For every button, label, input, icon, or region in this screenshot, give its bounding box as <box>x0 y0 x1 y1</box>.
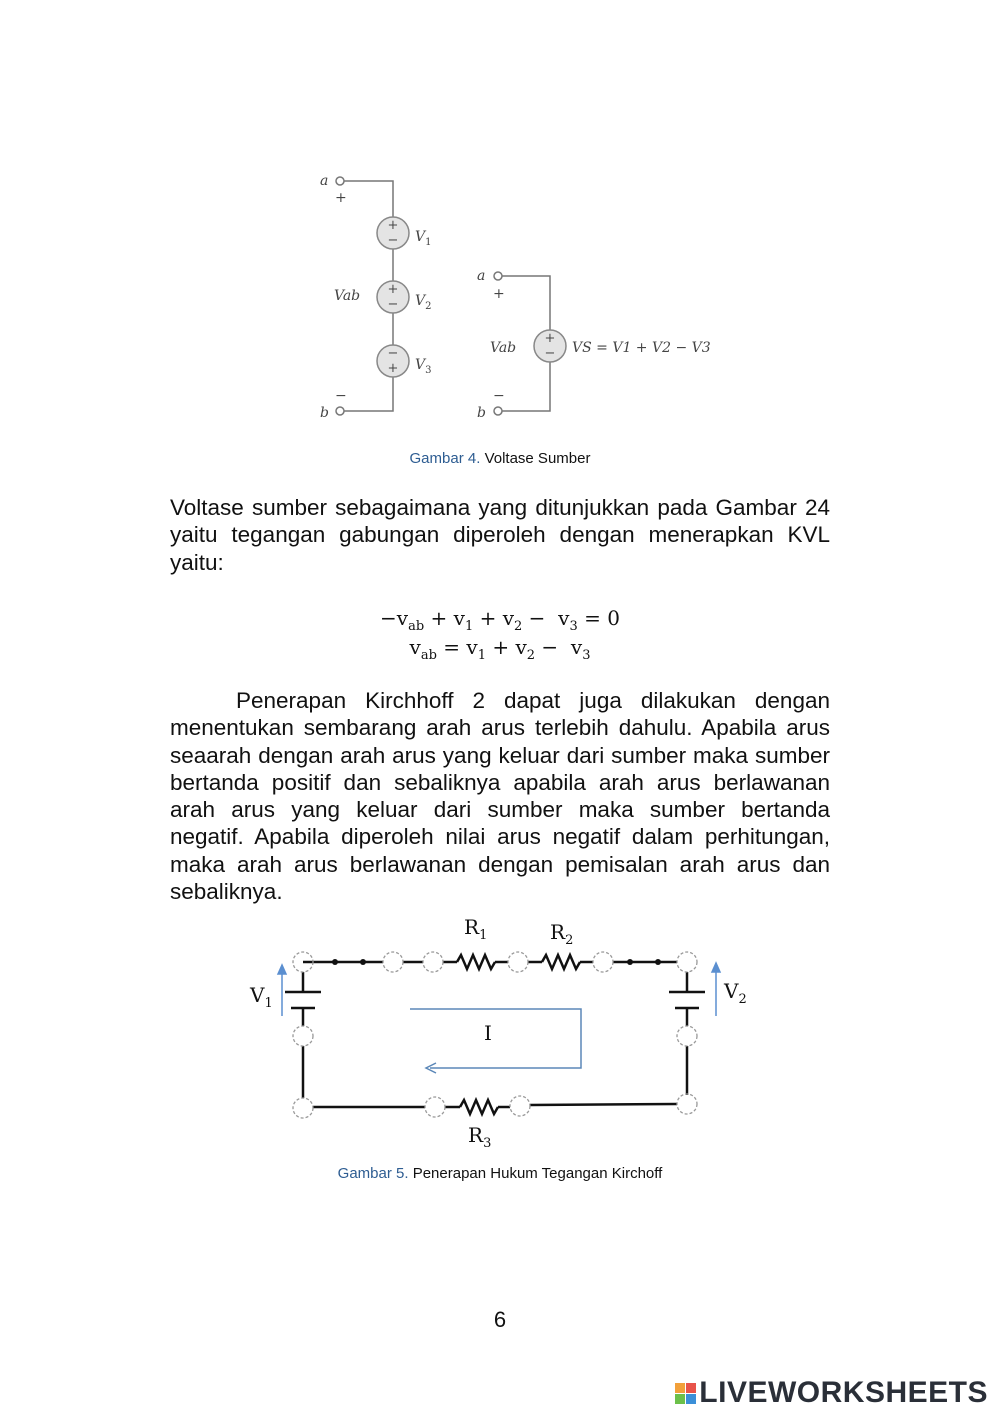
svg-text:+: + <box>387 218 399 233</box>
figure-4-caption-text: Voltase Sumber <box>484 450 591 467</box>
equation-1: $-v_{ab} + v_1 + v_2 - v_3 = 0$ <box>380 606 620 634</box>
plus-a-right: + <box>493 286 505 302</box>
label-v1: $V_1$ <box>415 229 432 248</box>
svg-text:−: − <box>544 346 556 361</box>
svg-text:−: − <box>387 233 399 248</box>
equation-2: $v_{ab} = v_1 + v_2 - v_3$ <box>409 635 591 663</box>
label-r3: $R_3$ <box>468 1123 492 1151</box>
svg-text:−: − <box>387 346 399 361</box>
terminal-b-left: b <box>320 405 329 421</box>
label-r1: $R_1$ <box>464 915 488 943</box>
terminal-a-left: a <box>320 173 329 189</box>
figure-5-caption <box>0 1165 1000 1182</box>
liveworksheets-logo <box>675 1376 988 1410</box>
label-v2-circuit: $V_2$ <box>724 979 747 1007</box>
label-r2: $R_2$ <box>550 920 574 948</box>
svg-text:+: + <box>387 361 399 376</box>
paragraph-1: Voltase sumber sebagaimana yang ditunjukkan pada Gambar 24 yaitu tegangan gabungan diperoleh dengan menerapkan KVL yaitu: <box>170 495 830 575</box>
vab-right: Vab <box>490 340 517 356</box>
figure-4-voltage-sources <box>300 160 720 440</box>
source-v3 <box>377 345 409 377</box>
label-v2: $V_2$ <box>415 293 432 312</box>
figure-4-caption <box>0 450 1000 467</box>
minus-b-left: − <box>335 388 347 404</box>
page-number: 6 <box>493 1307 507 1332</box>
terminal-a-right: a <box>477 268 486 284</box>
svg-text:+: + <box>544 331 556 346</box>
source-vs <box>534 330 566 362</box>
liveworksheets-wordmark: LIVEWORKSHEETS <box>699 1376 988 1409</box>
minus-b-right: − <box>493 388 505 404</box>
label-v1-circuit: $V_1$ <box>250 983 273 1011</box>
liveworksheets-logo-icon <box>675 1383 696 1404</box>
label-current: I <box>484 1021 492 1045</box>
plus-a-left: + <box>335 190 347 206</box>
source-v2 <box>377 281 409 313</box>
figure-5-kvl-circuit <box>240 912 760 1157</box>
svg-text:−: − <box>387 297 399 312</box>
paragraph-2: Penerapan Kirchhoff 2 dapat juga dilakukan dengan menentukan sembarang arah arus terlebih dahulu. Apabila arus seaarah dengan arah arus yang keluar dari sumber maka sumber bertanda positif dan sebaliknya apabila arah arus berlawanan arah arus yang keluar dari sumber maka sumber bertanda negatif. Apabila diperoleh nilai arus negatif dalam perhitungan, maka arah arus berlawanan dengan pemisalan arah arus dan sebaliknya. <box>170 688 830 905</box>
current-loop-arrow <box>410 1009 581 1073</box>
figure-4-caption-label: Gambar 4. <box>409 450 481 467</box>
svg-text:+: + <box>387 282 399 297</box>
label-v3: $V_3$ <box>415 357 432 376</box>
vs-equation: VS = V1 + V2 − V3 <box>572 340 711 356</box>
vab-left: Vab <box>334 288 361 304</box>
figure-5-caption-text: Penerapan Hukum Tegangan Kirchoff <box>412 1165 663 1182</box>
terminal-b-right: b <box>477 405 486 421</box>
figure-5-caption-label: Gambar 5. <box>337 1165 409 1182</box>
source-v1 <box>377 217 409 249</box>
